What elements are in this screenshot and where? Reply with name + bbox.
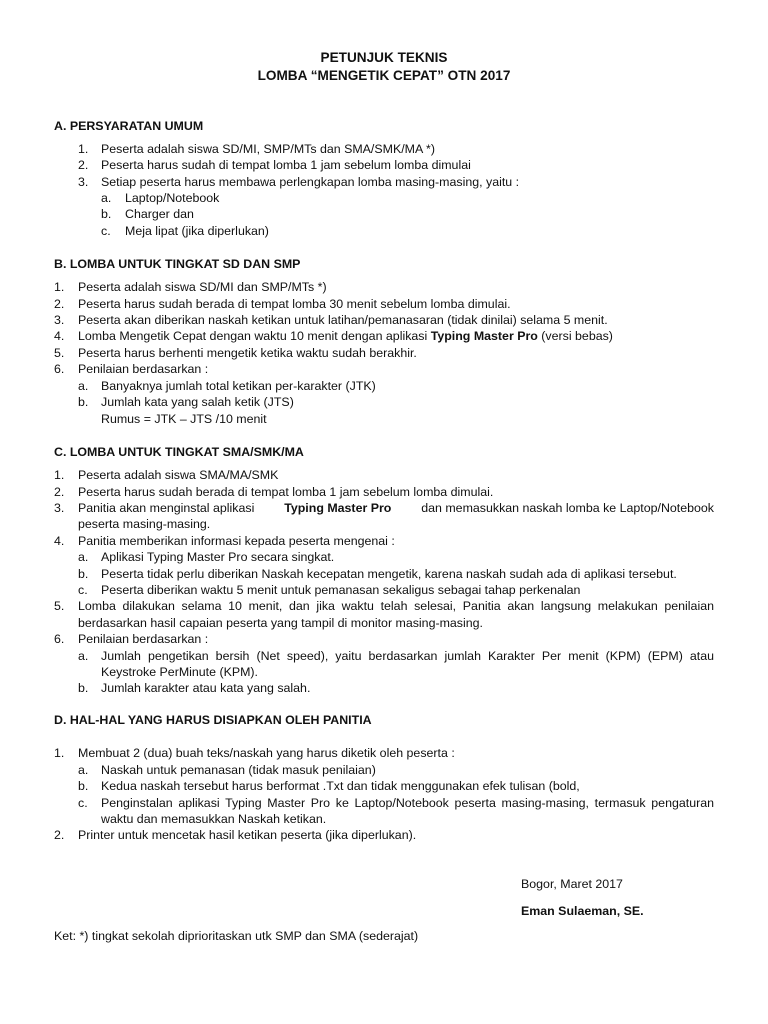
list-item: Penilaian berdasarkan :: [78, 362, 209, 376]
sub-list-item-continuation: waktu dan memasukkan Naskah ketikan.: [101, 812, 327, 826]
list-number: 1.: [78, 142, 89, 156]
list-item: Peserta harus sudah berada di tempat lomba 30 menit sebelum lomba dimulai.: [78, 297, 511, 311]
list-item: Peserta adalah siswa SD/MI dan SMP/MTs *): [78, 280, 327, 294]
list-item: Peserta harus berhenti mengetik ketika waktu sudah berakhir.: [78, 346, 417, 360]
signature-place-date: Bogor, Maret 2017: [521, 877, 623, 891]
list-item: Membuat 2 (dua) buah teks/naskah yang harus diketik oleh peserta :: [78, 746, 455, 760]
section-b-heading: B. LOMBA UNTUK TINGKAT SD DAN SMP: [54, 257, 301, 271]
sub-list-item: Peserta tidak perlu diberikan Naskah kecepatan mengetik, karena naskah sudah ada di aplikasi tersebut.: [101, 567, 677, 581]
sub-list-item: Jumlah kata yang salah ketik (JTS): [101, 395, 294, 409]
list-number: 5.: [54, 346, 65, 360]
footnote: Ket: *) tingkat sekolah diprioritaskan utk SMP dan SMA (sederajat): [54, 929, 419, 943]
list-item: Lomba dilakukan selama 10 menit, dan jika waktu telah selesai, Panitia akan langsung melakukan penilaian: [78, 599, 714, 613]
list-number: 2.: [54, 828, 65, 842]
list-item: Panitia memberikan informasi kepada peserta mengenai :: [78, 534, 395, 548]
list-number: 2.: [54, 297, 65, 311]
sub-list-letter: b.: [101, 207, 112, 221]
sub-list-letter: a.: [101, 191, 112, 205]
list-number: 3.: [54, 501, 65, 515]
sub-list-item: Penginstalan aplikasi Typing Master Pro ke Laptop/Notebook peserta masing-masing, termasuk pengaturan: [101, 796, 714, 810]
list-number: 1.: [54, 468, 65, 482]
sub-list-letter: c.: [78, 796, 88, 810]
list-number: 1.: [54, 746, 65, 760]
section-a-heading: A. PERSYARATAN UMUM: [54, 119, 204, 133]
sub-list-item: Charger dan: [125, 207, 194, 221]
app-name-bold: Typing Master Pro: [284, 501, 392, 515]
sub-list-letter: a.: [78, 550, 89, 564]
list-item: Peserta harus sudah di tempat lomba 1 jam sebelum lomba dimulai: [101, 158, 471, 172]
formula-text: Rumus = JTK – JTS /10 menit: [101, 412, 267, 426]
sub-list-letter: b.: [78, 681, 89, 695]
sub-list-item: Naskah untuk pemanasan (tidak masuk penilaian): [101, 763, 376, 777]
sub-list-item: Aplikasi Typing Master Pro secara singkat.: [101, 550, 335, 564]
list-number: 6.: [54, 632, 65, 646]
list-item: Peserta adalah siswa SD/MI, SMP/MTs dan SMA/SMK/MA *): [101, 142, 435, 156]
sub-list-letter: c.: [78, 583, 88, 597]
list-number: 4.: [54, 329, 65, 343]
sub-list-item: Banyaknya jumlah total ketikan per-karakter (JTK): [101, 379, 376, 393]
list-item: Penilaian berdasarkan :: [78, 632, 209, 646]
sub-list-letter: b.: [78, 395, 89, 409]
document-title-line1: PETUNJUK TEKNIS: [320, 50, 448, 65]
list-number: 2.: [54, 485, 65, 499]
list-item-continuation: berdasarkan hasil capaian peserta yang tampil di monitor masing-masing.: [78, 616, 483, 630]
list-item: Peserta adalah siswa SMA/MA/SMK: [78, 468, 279, 482]
list-number: 2.: [78, 158, 89, 172]
list-item-text: dan memasukkan naskah lomba ke Laptop/Notebook: [421, 501, 714, 515]
section-c-heading: C. LOMBA UNTUK TINGKAT SMA/SMK/MA: [54, 445, 304, 459]
list-item: [78, 500, 714, 516]
list-item-continuation: peserta masing-masing.: [78, 517, 211, 531]
list-number: 3.: [54, 313, 65, 327]
sub-list-letter: b.: [78, 567, 89, 581]
sub-list-item: Peserta diberikan waktu 5 menit untuk pemanasan sekaligus sebagai tahap perkenalan: [101, 583, 581, 597]
sub-list-item: Laptop/Notebook: [125, 191, 220, 205]
list-number: 5.: [54, 599, 65, 613]
sub-list-item: Jumlah karakter atau kata yang salah.: [101, 681, 311, 695]
list-number: 3.: [78, 175, 89, 189]
section-d-heading: D. HAL-HAL YANG HARUS DISIAPKAN OLEH PANITIA: [54, 713, 372, 727]
list-number: 6.: [54, 362, 65, 376]
list-item: [78, 328, 613, 344]
app-name-bold: Typing Master Pro: [430, 329, 538, 343]
sub-list-letter: b.: [78, 779, 89, 793]
list-item: Setiap peserta harus membawa perlengkapan lomba masing-masing, yaitu :: [101, 175, 520, 189]
list-item: Peserta akan diberikan naskah ketikan untuk latihan/pemanasaran (tidak dinilai) selama 5 menit.: [78, 313, 608, 327]
sub-list-letter: c.: [101, 224, 111, 238]
document-title-line2: LOMBA “MENGETIK CEPAT” OTN 2017: [257, 68, 511, 83]
list-item-text: Lomba Mengetik Cepat dengan waktu 10 menit dengan aplikasi: [78, 329, 431, 343]
sub-list-letter: a.: [78, 649, 89, 663]
list-item: Printer untuk mencetak hasil ketikan peserta (jika diperlukan).: [78, 828, 417, 842]
list-number: 4.: [54, 534, 65, 548]
sub-list-item: Meja lipat (jika diperlukan): [125, 224, 269, 238]
list-item: Peserta harus sudah berada di tempat lomba 1 jam sebelum lomba dimulai.: [78, 485, 494, 499]
sub-list-letter: a.: [78, 763, 89, 777]
sub-list-item-continuation: Keystroke PerMinute (KPM).: [101, 665, 258, 679]
sub-list-item: Jumlah pengetikan bersih (Net speed), yaitu berdasarkan jumlah Karakter Per menit (KPM) (EPM) atau: [101, 649, 714, 663]
list-item-text: (versi bebas): [537, 329, 613, 343]
list-item-text: Panitia akan menginstal aplikasi: [78, 501, 255, 515]
sub-list-item: Kedua naskah tersebut harus berformat .Txt dan tidak menggunakan efek tulisan (bold,: [101, 779, 580, 793]
list-number: 1.: [54, 280, 65, 294]
sub-list-letter: a.: [78, 379, 89, 393]
signature-name: Eman Sulaeman, SE.: [521, 904, 644, 918]
